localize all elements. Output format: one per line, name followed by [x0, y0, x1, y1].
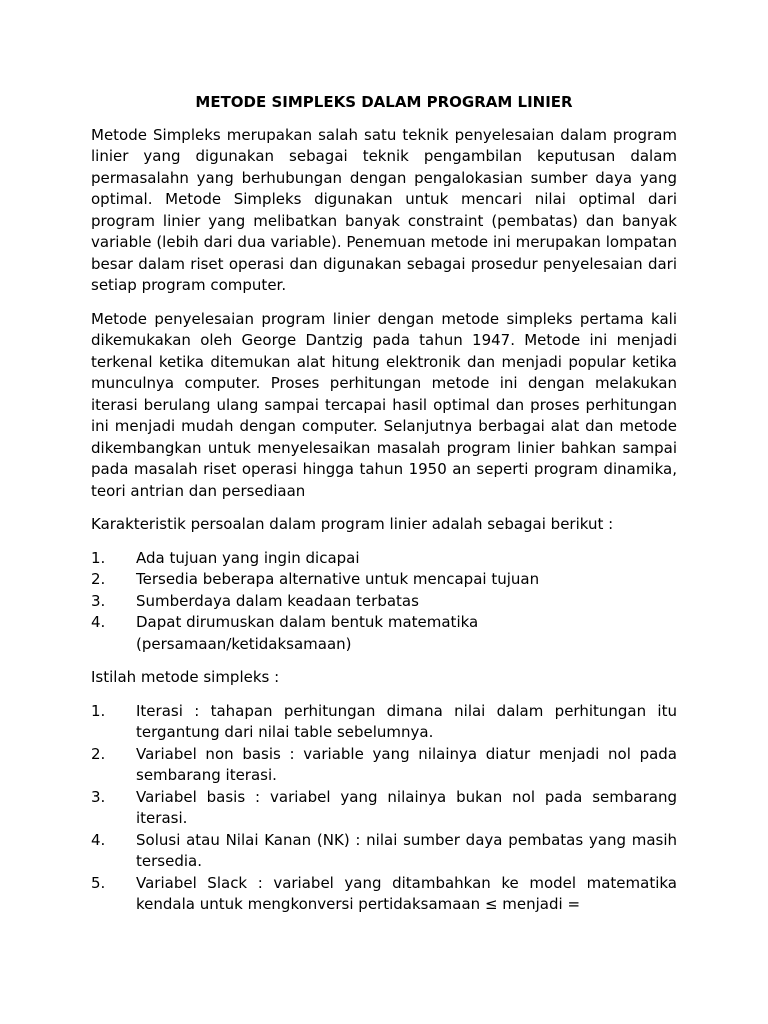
list-number: 5.	[91, 873, 106, 892]
list-item	[91, 569, 677, 591]
paragraph-history: Metode penyelesaian program linier dengan metode simpleks pertama kali dikemukakan oleh George Dantzig pada tahun 1947. Metode ini menjadi terkenal ketika ditemukan alat hitung elektronik dan menjadi popular ketika munculnya computer. Proses perhitungan metode ini dengan melakukan iterasi berulang ulang sampai tercapai hasil optimal dan proses perhitungan ini menjadi mudah dengan computer. Selanjutnya berbagai alat dan metode dikembangkan untuk menyelesaikan masalah program linier bahkan sampai pada masalah riset operasi hingga tahun 1950 an seperti program dinamika, teori antrian dan persediaan	[91, 309, 677, 500]
list-number: 4.	[91, 830, 106, 849]
list-item-text: Iterasi : tahapan perhitungan dimana nilai dalam perhitungan itu tergantung dari nilai table sebelumnya.	[136, 701, 677, 741]
document-title: METODE SIMPLEKS DALAM PROGRAM LINIER	[195, 93, 573, 111]
list-number: 4.	[91, 613, 106, 631]
list-item-text: Tersedia beberapa alternative untuk mencapai tujuan	[136, 570, 540, 588]
list-number: 2.	[91, 570, 106, 588]
paragraph-characteristics-intro: Karakteristik persoalan dalam program linier adalah sebagai berikut :	[91, 515, 614, 533]
list-item-text: Sumberdaya dalam keadaan terbatas	[136, 591, 419, 610]
istilah-heading: Istilah metode simpleks :	[91, 668, 280, 686]
terms-list	[91, 701, 677, 916]
list-item	[91, 591, 677, 613]
list-item	[91, 744, 677, 787]
list-item-text-line2: (persamaan/ketidaksamaan)	[136, 634, 352, 653]
list-number: 3.	[91, 787, 106, 806]
list-item	[91, 873, 677, 916]
list-item-text-line1: Dapat dirumuskan dalam bentuk matematika	[136, 613, 479, 631]
list-item	[91, 612, 677, 655]
list-item-text-block	[136, 612, 677, 655]
list-number: 1.	[91, 548, 106, 567]
list-item-text: Ada tujuan yang ingin dicapai	[136, 548, 360, 567]
list-item	[91, 787, 677, 830]
document-page	[91, 92, 677, 928]
list-item-text: Variabel basis : variabel yang nilainya bukan nol pada sembarang iterasi.	[136, 787, 677, 827]
list-number: 2.	[91, 744, 106, 763]
list-number: 3.	[91, 591, 106, 610]
list-number: 1.	[91, 701, 106, 720]
list-item	[91, 830, 677, 873]
list-item	[91, 548, 677, 570]
list-item-text: Variabel Slack : variabel yang ditambahkan ke model matematika kendala untuk mengkonversi pertidaksamaan ≤ menjadi =	[136, 873, 677, 913]
list-item	[91, 701, 677, 744]
paragraph-intro: Metode Simpleks merupakan salah satu teknik penyelesaian dalam program linier yang digunakan sebagai teknik pengambilan keputusan dalam permasalahn yang berhubungan dengan pengalokasian sumber daya yang optimal. Metode Simpleks digunakan untuk mencari nilai optimal dari program linier yang melibatkan banyak constraint (pembatas) dan banyak variable (lebih dari dua variable). Penemuan metode ini merupakan lompatan besar dalam riset operasi dan digunakan sebagai prosedur penyelesaian dari setiap program computer.	[91, 125, 677, 294]
list-item-text: Variabel non basis : variable yang nilainya diatur menjadi nol pada sembarang iterasi.	[136, 744, 677, 784]
list-item-text: Solusi atau Nilai Kanan (NK) : nilai sumber daya pembatas yang masih tersedia.	[136, 830, 677, 870]
characteristics-list	[91, 548, 677, 656]
